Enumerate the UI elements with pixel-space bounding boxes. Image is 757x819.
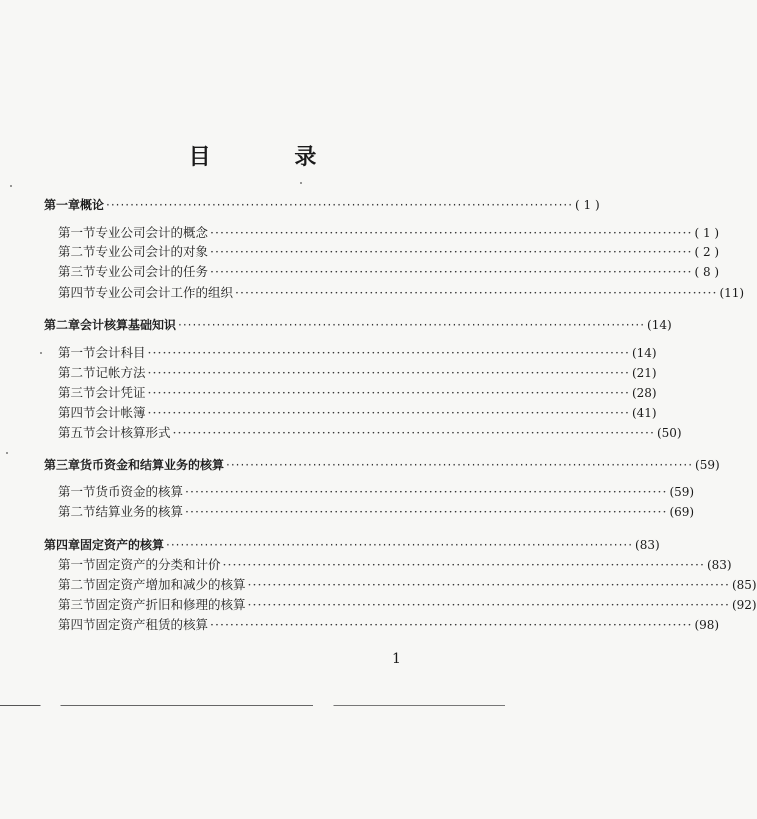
toc-section-row	[58, 596, 757, 614]
leader-dots: ·································································································	[210, 244, 693, 259]
entry-title: 会计核算基础知识	[80, 318, 177, 332]
entry-page: (98)	[694, 618, 720, 632]
leader-dots: ·································································································	[172, 425, 655, 440]
entry-title: 固定资产的核算	[80, 538, 165, 552]
entry-title: 记帐方法	[95, 365, 146, 380]
entry-title: 固定资产折旧和修理的核算	[95, 597, 246, 612]
entry-page: (83)	[635, 538, 660, 552]
entry-page: (21)	[631, 366, 657, 380]
entry-title: 专业公司会计工作的组织	[95, 285, 234, 300]
toc-section-row	[58, 556, 732, 574]
entry-page: ( 8 )	[694, 265, 720, 279]
entry-number: 第一节	[58, 557, 96, 572]
toc-section-row	[58, 243, 720, 261]
toc-section-row	[58, 483, 695, 501]
entry-title: 会计帐簿	[95, 405, 146, 420]
toc-section-row	[58, 284, 745, 302]
entry-title: 固定资产租赁的核算	[95, 617, 209, 632]
entry-page: (59)	[669, 485, 695, 499]
scan-speck	[40, 352, 42, 354]
entry-number: 第一节	[58, 225, 96, 240]
entry-number: 第五节	[58, 425, 96, 440]
entry-title: 会计凭证	[95, 385, 146, 400]
entry-title: 会计科目	[95, 345, 146, 360]
toc-section-row	[58, 424, 682, 442]
toc-section-row	[58, 503, 695, 521]
toc-chapter-row	[44, 196, 600, 214]
toc-chapter-row	[44, 456, 720, 474]
entry-number: 第四节	[58, 285, 96, 300]
entry-number: 第四节	[58, 405, 96, 420]
toc-section-row	[58, 384, 657, 402]
leader-dots: ·································································································	[178, 318, 646, 332]
scan-edge-rule	[0, 705, 505, 706]
entry-title: 固定资产增加和减少的核算	[95, 577, 246, 592]
scan-speck	[6, 452, 8, 454]
leader-dots: ·································································································	[106, 198, 574, 212]
entry-page: ( 2 )	[694, 245, 720, 259]
entry-number: 第二节	[58, 244, 96, 259]
leader-dots: ·································································································	[226, 458, 694, 472]
leader-dots: ·································································································	[147, 365, 630, 380]
entry-page: (41)	[631, 406, 657, 420]
toc-section-row	[58, 404, 657, 422]
leader-dots: ·································································································	[210, 264, 693, 279]
entry-number: 第三节	[58, 597, 96, 612]
leader-dots: ·································································································	[247, 597, 730, 612]
entry-title: 会计核算形式	[95, 425, 171, 440]
toc-section-row	[58, 364, 657, 382]
entry-title: 概论	[80, 198, 105, 212]
leader-dots: ·································································································	[210, 225, 693, 240]
entry-page: (85)	[731, 578, 757, 592]
leader-dots: ·································································································	[166, 538, 634, 552]
entry-title: 结算业务的核算	[95, 504, 184, 519]
entry-number: 第二章	[44, 318, 81, 332]
toc-section-row	[58, 263, 720, 281]
entry-number: 第二节	[58, 365, 96, 380]
entry-number: 第三节	[58, 385, 96, 400]
entry-number: 第二节	[58, 577, 96, 592]
toc-chapter-row	[44, 536, 660, 554]
entry-number: 第三章	[44, 458, 81, 472]
entry-title: 货币资金的核算	[95, 484, 184, 499]
entry-title: 固定资产的分类和计价	[95, 557, 221, 572]
entry-number: 第一节	[58, 345, 96, 360]
toc-section-row	[58, 224, 720, 242]
leader-dots: ·································································································	[147, 345, 630, 360]
entry-number: 第一章	[44, 198, 81, 212]
entry-page: ( 1 )	[694, 226, 720, 240]
entry-page: (14)	[631, 346, 657, 360]
entry-number: 第一节	[58, 484, 96, 499]
leader-dots: ·································································································	[247, 577, 730, 592]
leader-dots: ·································································································	[185, 504, 668, 519]
page-title: 目 录	[188, 145, 355, 170]
entry-page: (11)	[719, 286, 745, 300]
scan-speck	[10, 185, 12, 187]
entry-title: 货币资金和结算业务的核算	[80, 458, 225, 472]
entry-page: (83)	[706, 558, 732, 572]
leader-dots: ·································································································	[235, 285, 718, 300]
leader-dots: ·································································································	[222, 557, 705, 572]
toc-chapter-row	[44, 316, 672, 334]
leader-dots: ·································································································	[210, 617, 693, 632]
entry-number: 第三节	[58, 264, 96, 279]
entry-number: 第四节	[58, 617, 96, 632]
entry-page: (92)	[731, 598, 757, 612]
toc-section-row	[58, 344, 657, 362]
entry-page: (28)	[631, 386, 657, 400]
entry-page: (69)	[669, 505, 695, 519]
entry-number: 第二节	[58, 504, 96, 519]
toc-section-row	[58, 616, 720, 634]
entry-number: 第四章	[44, 538, 81, 552]
entry-title: 专业公司会计的对象	[95, 244, 209, 259]
leader-dots: ·································································································	[147, 405, 630, 420]
entry-page: (50)	[656, 426, 682, 440]
entry-page: ( 1 )	[575, 198, 600, 212]
scan-speck	[300, 182, 302, 184]
page-number: 1	[392, 651, 401, 667]
toc-section-row	[58, 576, 757, 594]
entry-page: (14)	[647, 318, 672, 332]
leader-dots: ·································································································	[147, 385, 630, 400]
leader-dots: ·································································································	[185, 484, 668, 499]
entry-title: 专业公司会计的概念	[95, 225, 209, 240]
entry-title: 专业公司会计的任务	[95, 264, 209, 279]
entry-page: (59)	[695, 458, 720, 472]
